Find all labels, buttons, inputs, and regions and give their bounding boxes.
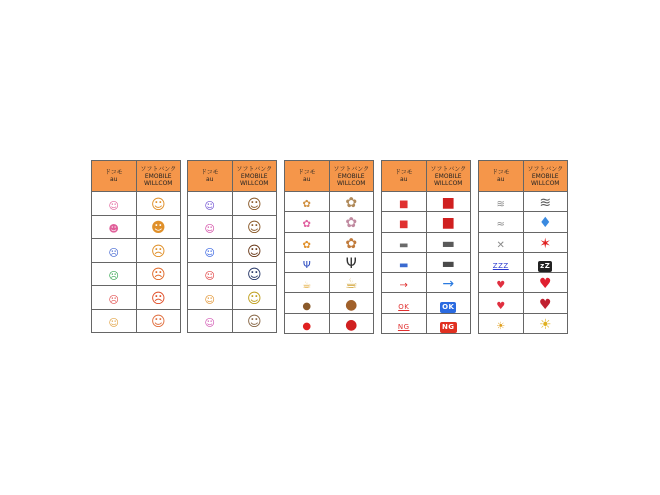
au-emoji-icon: ≈ — [496, 219, 505, 231]
header-softbank — [523, 161, 568, 192]
softbank-cell — [136, 239, 181, 263]
au-emoji-icon: ☀ — [496, 320, 506, 332]
au-emoji-icon: ☺ — [108, 318, 119, 330]
table-row — [92, 309, 181, 333]
au-emoji-icon: ☹ — [108, 247, 119, 259]
au-cell — [479, 232, 524, 252]
softbank-emoji-icon: ♥ — [538, 296, 552, 313]
table-row — [382, 192, 471, 212]
au-cell — [285, 192, 330, 212]
table-row — [188, 286, 277, 310]
softbank-cell — [426, 313, 471, 333]
softbank-emoji-icon: ▬ — [441, 255, 455, 272]
softbank-cell — [523, 252, 568, 272]
au-cell — [479, 273, 524, 293]
softbank-emoji-icon: zZ — [540, 261, 551, 270]
softbank-cell — [232, 192, 277, 216]
softbank-emoji-icon: ☺ — [246, 220, 262, 237]
au-cell — [382, 273, 427, 293]
au-cell — [382, 192, 427, 212]
header-text: WILLCOM — [144, 179, 173, 187]
au-cell — [285, 313, 330, 333]
header-text: EMOBILE — [531, 172, 559, 180]
table-row — [479, 232, 568, 252]
table-row — [92, 286, 181, 310]
softbank-cell — [426, 273, 471, 293]
softbank-emoji-icon: NG — [441, 322, 455, 331]
softbank-emoji-icon: → — [442, 276, 455, 293]
softbank-cell — [523, 273, 568, 293]
table-row — [285, 273, 374, 293]
softbank-emoji-icon: ☹ — [150, 290, 166, 307]
au-emoji-icon: ☕ — [302, 280, 312, 292]
header-softbank — [232, 161, 277, 192]
au-emoji-icon: OK — [398, 302, 410, 311]
table-row — [285, 212, 374, 232]
softbank-emoji-icon: OK — [442, 302, 455, 311]
header-text: au — [206, 176, 214, 183]
header-text: ソフトバンク — [527, 165, 564, 173]
emoji-table — [187, 160, 277, 333]
au-emoji-icon: ♥ — [496, 280, 506, 292]
au-cell — [382, 313, 427, 333]
softbank-emoji-icon: ☀ — [538, 316, 552, 333]
header-softbank — [329, 161, 374, 192]
au-emoji-icon: ≋ — [496, 199, 505, 211]
emoji-table — [478, 160, 568, 334]
softbank-emoji-icon: ≋ — [539, 195, 552, 212]
header-text: ソフトバンク — [236, 165, 273, 173]
au-cell — [285, 293, 330, 313]
table-row — [92, 262, 181, 286]
table-row — [479, 293, 568, 313]
softbank-cell — [523, 232, 568, 252]
au-emoji-icon: ✿ — [302, 219, 311, 231]
softbank-cell — [523, 293, 568, 313]
softbank-emoji-icon: ● — [345, 316, 358, 333]
au-cell — [92, 262, 137, 286]
softbank-emoji-icon: ● — [345, 296, 358, 313]
softbank-cell — [329, 273, 374, 293]
header-text: WILLCOM — [337, 179, 366, 187]
au-cell — [285, 252, 330, 272]
header-row — [382, 161, 471, 192]
softbank-emoji-icon: ✿ — [345, 215, 358, 232]
header-text: ソフトバンク — [430, 165, 467, 173]
table-row — [479, 192, 568, 212]
au-emoji-icon: NG — [397, 322, 410, 331]
header-text: ドコモ — [200, 169, 219, 176]
softbank-cell — [136, 286, 181, 310]
au-emoji-icon: ☻ — [108, 224, 119, 236]
au-emoji-icon: ☺ — [204, 318, 215, 330]
table-row — [285, 232, 374, 252]
table-row — [285, 293, 374, 313]
softbank-cell — [232, 262, 277, 286]
au-emoji-icon: ● — [302, 300, 312, 312]
au-emoji-icon: ☺ — [204, 247, 215, 259]
au-cell — [92, 192, 137, 216]
au-cell — [479, 293, 524, 313]
header-docomo-au — [285, 161, 330, 192]
softbank-cell — [329, 313, 374, 333]
softbank-cell — [329, 252, 374, 272]
softbank-cell — [136, 192, 181, 216]
au-cell — [382, 212, 427, 232]
au-cell — [188, 286, 233, 310]
header-row — [92, 161, 181, 192]
au-emoji-icon: ZZZ — [492, 261, 509, 270]
au-cell — [479, 212, 524, 232]
softbank-cell — [426, 252, 471, 272]
au-emoji-icon: ✿ — [302, 239, 311, 251]
softbank-emoji-icon: ☹ — [150, 243, 166, 260]
au-cell — [92, 215, 137, 239]
au-emoji-icon: ☺ — [204, 224, 215, 236]
au-emoji-icon: ☺ — [204, 200, 215, 212]
au-cell — [479, 192, 524, 212]
table-row — [479, 313, 568, 333]
header-text: WILLCOM — [434, 179, 463, 187]
header-docomo-au — [188, 161, 233, 192]
header-docomo-au — [382, 161, 427, 192]
table-row — [92, 239, 181, 263]
softbank-emoji-icon: ■ — [441, 195, 455, 212]
table-row — [92, 192, 181, 216]
header-text: au — [110, 176, 118, 183]
header-text: ドコモ — [394, 169, 413, 176]
table-row — [382, 273, 471, 293]
table-row — [188, 192, 277, 216]
table-row — [382, 313, 471, 333]
softbank-emoji-icon: ☻ — [150, 220, 166, 237]
softbank-cell — [329, 192, 374, 212]
softbank-emoji-icon: ▬ — [441, 235, 455, 252]
au-emoji-icon: → — [399, 280, 408, 292]
header-text: EMOBILE — [144, 172, 172, 180]
header-row — [285, 161, 374, 192]
au-cell — [92, 239, 137, 263]
softbank-emoji-icon: ☺ — [150, 314, 166, 331]
au-emoji-icon: Ψ — [302, 259, 311, 271]
table-row — [285, 192, 374, 212]
emoji-table — [91, 160, 181, 333]
softbank-cell — [329, 293, 374, 313]
table-row — [285, 252, 374, 272]
au-emoji-icon: ▬ — [399, 239, 409, 251]
table-row — [382, 212, 471, 232]
au-emoji-icon: ■ — [399, 219, 409, 231]
header-text: au — [400, 176, 408, 183]
au-emoji-icon: ☺ — [204, 271, 215, 283]
table-row — [188, 215, 277, 239]
softbank-cell — [426, 192, 471, 212]
table-row — [92, 215, 181, 239]
table-row — [382, 252, 471, 272]
table-row — [188, 262, 277, 286]
au-emoji-icon: ■ — [399, 199, 409, 211]
table-row — [382, 232, 471, 252]
softbank-emoji-icon: ☺ — [246, 196, 262, 213]
header-text: ドコモ — [491, 169, 510, 176]
header-text: EMOBILE — [434, 172, 462, 180]
au-emoji-icon: ▬ — [399, 259, 409, 271]
au-cell — [188, 262, 233, 286]
au-cell — [382, 252, 427, 272]
au-cell — [479, 313, 524, 333]
header-docomo-au — [92, 161, 137, 192]
softbank-emoji-icon: ♦ — [538, 215, 552, 232]
softbank-cell — [426, 232, 471, 252]
au-emoji-icon: ♥ — [496, 300, 506, 312]
softbank-cell — [426, 212, 471, 232]
emoji-table — [381, 160, 471, 334]
au-cell — [92, 286, 137, 310]
softbank-emoji-icon: ☹ — [150, 267, 166, 284]
table-row — [479, 252, 568, 272]
au-cell — [188, 309, 233, 333]
softbank-cell — [232, 239, 277, 263]
au-emoji-icon: ● — [302, 320, 312, 332]
au-cell — [285, 232, 330, 252]
header-text: ドコモ — [297, 169, 316, 176]
softbank-cell — [136, 262, 181, 286]
table-row — [188, 309, 277, 333]
header-row — [479, 161, 568, 192]
softbank-cell — [523, 313, 568, 333]
au-cell — [382, 293, 427, 313]
header-text: WILLCOM — [240, 179, 269, 187]
au-emoji-icon: ☺ — [204, 294, 215, 306]
table-row — [188, 239, 277, 263]
au-cell — [92, 309, 137, 333]
softbank-cell — [136, 309, 181, 333]
softbank-cell — [426, 293, 471, 313]
table-row — [285, 313, 374, 333]
au-cell — [188, 215, 233, 239]
au-cell — [382, 232, 427, 252]
au-emoji-icon: ☹ — [108, 271, 119, 283]
softbank-emoji-icon: ♥ — [538, 276, 552, 293]
au-emoji-icon: ☹ — [108, 294, 119, 306]
softbank-emoji-icon: ✿ — [345, 195, 358, 212]
softbank-emoji-icon: ☺ — [246, 290, 262, 307]
table-row — [382, 293, 471, 313]
softbank-cell — [232, 215, 277, 239]
softbank-emoji-icon: ☺ — [246, 243, 262, 260]
softbank-cell — [523, 192, 568, 212]
header-text: WILLCOM — [531, 179, 560, 187]
header-docomo-au — [479, 161, 524, 192]
header-text: ドコモ — [104, 169, 123, 176]
au-cell — [479, 252, 524, 272]
softbank-emoji-icon: Ψ — [345, 255, 357, 272]
au-cell — [188, 192, 233, 216]
header-text: EMOBILE — [337, 172, 365, 180]
softbank-emoji-icon: ☕ — [344, 276, 358, 293]
softbank-emoji-icon: ■ — [441, 215, 455, 232]
au-cell — [285, 212, 330, 232]
softbank-emoji-icon: ✿ — [345, 235, 358, 252]
au-emoji-icon: ✕ — [496, 239, 505, 251]
header-text: au — [303, 176, 311, 183]
header-text: EMOBILE — [240, 172, 268, 180]
header-row — [188, 161, 277, 192]
softbank-cell — [136, 215, 181, 239]
table-row — [479, 212, 568, 232]
softbank-cell — [523, 212, 568, 232]
softbank-emoji-icon: ✶ — [539, 235, 552, 252]
au-emoji-icon: ☺ — [108, 200, 119, 212]
header-softbank — [426, 161, 471, 192]
softbank-emoji-icon: ☺ — [246, 267, 262, 284]
softbank-cell — [329, 212, 374, 232]
au-cell — [188, 239, 233, 263]
au-cell — [285, 273, 330, 293]
table-row — [479, 273, 568, 293]
header-text: au — [497, 176, 505, 183]
softbank-emoji-icon: ☺ — [246, 314, 262, 331]
softbank-cell — [232, 286, 277, 310]
emoji-table — [284, 160, 374, 334]
softbank-cell — [232, 309, 277, 333]
softbank-emoji-icon: ☺ — [150, 196, 166, 213]
au-emoji-icon: ✿ — [302, 199, 311, 211]
softbank-cell — [329, 232, 374, 252]
header-text: ソフトバンク — [333, 165, 370, 173]
header-softbank — [136, 161, 181, 192]
header-text: ソフトバンク — [140, 165, 177, 173]
